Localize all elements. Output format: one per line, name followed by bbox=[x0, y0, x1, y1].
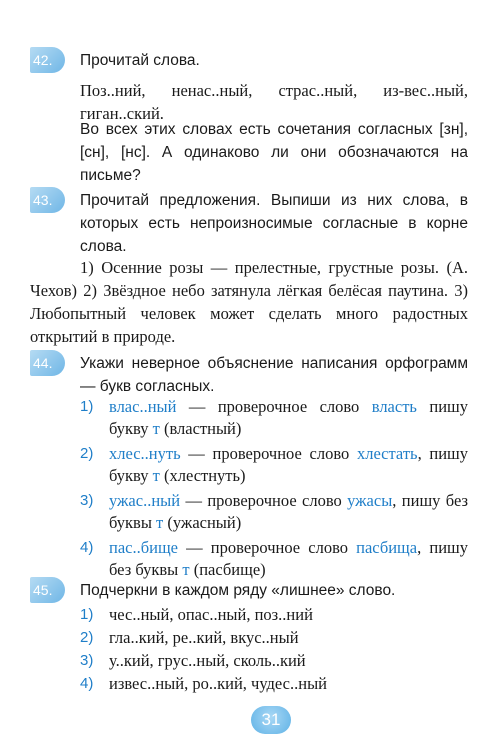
task-instruction: Прочитай предложения. Выпиши из них слова, в которых есть непроизносимые согласные в корне слова. bbox=[80, 192, 468, 255]
task-question: Во всех этих словах есть сочетания согласных [зн], [сн], [нс]. А одинаково ли они обозначаются на письме? bbox=[80, 121, 468, 184]
task-instruction: Прочитай слова. bbox=[80, 52, 200, 69]
task-number-badge: 42. bbox=[30, 47, 65, 73]
row-text: у..кий, грус..ный, сколь..кий bbox=[109, 651, 306, 670]
option-text: (хлестнуть) bbox=[159, 466, 246, 485]
letter: т bbox=[152, 419, 160, 438]
task-number-badge: 45. bbox=[30, 577, 65, 603]
page-number: 31 bbox=[251, 706, 291, 734]
option-number: 3) bbox=[80, 492, 94, 509]
option-text: , пишу без буквы bbox=[109, 538, 468, 579]
option-item bbox=[80, 443, 468, 487]
option-number: 4) bbox=[80, 539, 94, 556]
option-text: (властный) bbox=[159, 419, 242, 438]
check-word: ужасы bbox=[347, 491, 393, 510]
rows-list bbox=[80, 604, 468, 695]
row-item bbox=[80, 650, 468, 672]
option-number: 1) bbox=[80, 398, 94, 415]
row-text: чес..ный, опас..ный, поз..ний bbox=[109, 605, 313, 624]
option-word: пас..бище bbox=[109, 538, 178, 557]
check-word: хлестать bbox=[356, 444, 418, 463]
row-number: 4) bbox=[80, 675, 94, 692]
option-item bbox=[80, 490, 468, 534]
row-item bbox=[80, 627, 468, 649]
options-list bbox=[80, 396, 468, 581]
option-text: (пасбище) bbox=[189, 560, 266, 579]
option-text: , пишу букву bbox=[109, 444, 468, 485]
option-text: — проверочное слово bbox=[177, 538, 357, 557]
option-text: — проверочное слово bbox=[180, 491, 348, 510]
task-instruction: Подчеркни в каждом ряду «лишнее» слово. bbox=[80, 582, 396, 599]
option-text: — проверочное слово bbox=[180, 444, 357, 463]
row-text: извес..ный, ро..кий, чудес..ный bbox=[109, 674, 327, 693]
option-word: ужас..ный bbox=[109, 491, 181, 510]
option-text: (ужасный) bbox=[163, 513, 242, 532]
row-item bbox=[80, 673, 468, 695]
row-number: 3) bbox=[80, 652, 94, 669]
option-number: 2) bbox=[80, 445, 94, 462]
task-instruction: Укажи неверное объяснение написания орфограмм — букв согласных. bbox=[80, 355, 468, 395]
option-item bbox=[80, 396, 468, 440]
row-number: 2) bbox=[80, 629, 94, 646]
option-word: влас..ный bbox=[109, 397, 177, 416]
option-text: пишу букву bbox=[109, 397, 468, 438]
row-number: 1) bbox=[80, 606, 94, 623]
option-text: — проверочное слово bbox=[176, 397, 372, 416]
task-number-badge: 44. bbox=[30, 350, 65, 376]
option-word: хлес..нуть bbox=[109, 444, 181, 463]
check-word: власть bbox=[371, 397, 417, 416]
letter: т bbox=[156, 513, 164, 532]
task-number-badge: 43. bbox=[30, 187, 65, 213]
letter: т bbox=[182, 560, 190, 579]
task-text: 1) Осенние розы — прелестные, грустные розы. (А. Чехов) 2) Звёздное небо затянула лёгкая белёсая паутина. 3) Любопытный человек может сделать много радостных открытий в природе. bbox=[30, 258, 468, 346]
option-item bbox=[80, 537, 468, 581]
row-item bbox=[80, 604, 468, 626]
option-text: , пишу без буквы bbox=[109, 491, 468, 532]
task-words: Поз..ний, ненас..ный, страс..ный, из-вес..ный, гиган..ский. bbox=[80, 81, 468, 123]
row-text: гла..кий, ре..кий, вкус..ный bbox=[109, 628, 299, 647]
letter: т bbox=[152, 466, 160, 485]
check-word: пасбища bbox=[356, 538, 418, 557]
